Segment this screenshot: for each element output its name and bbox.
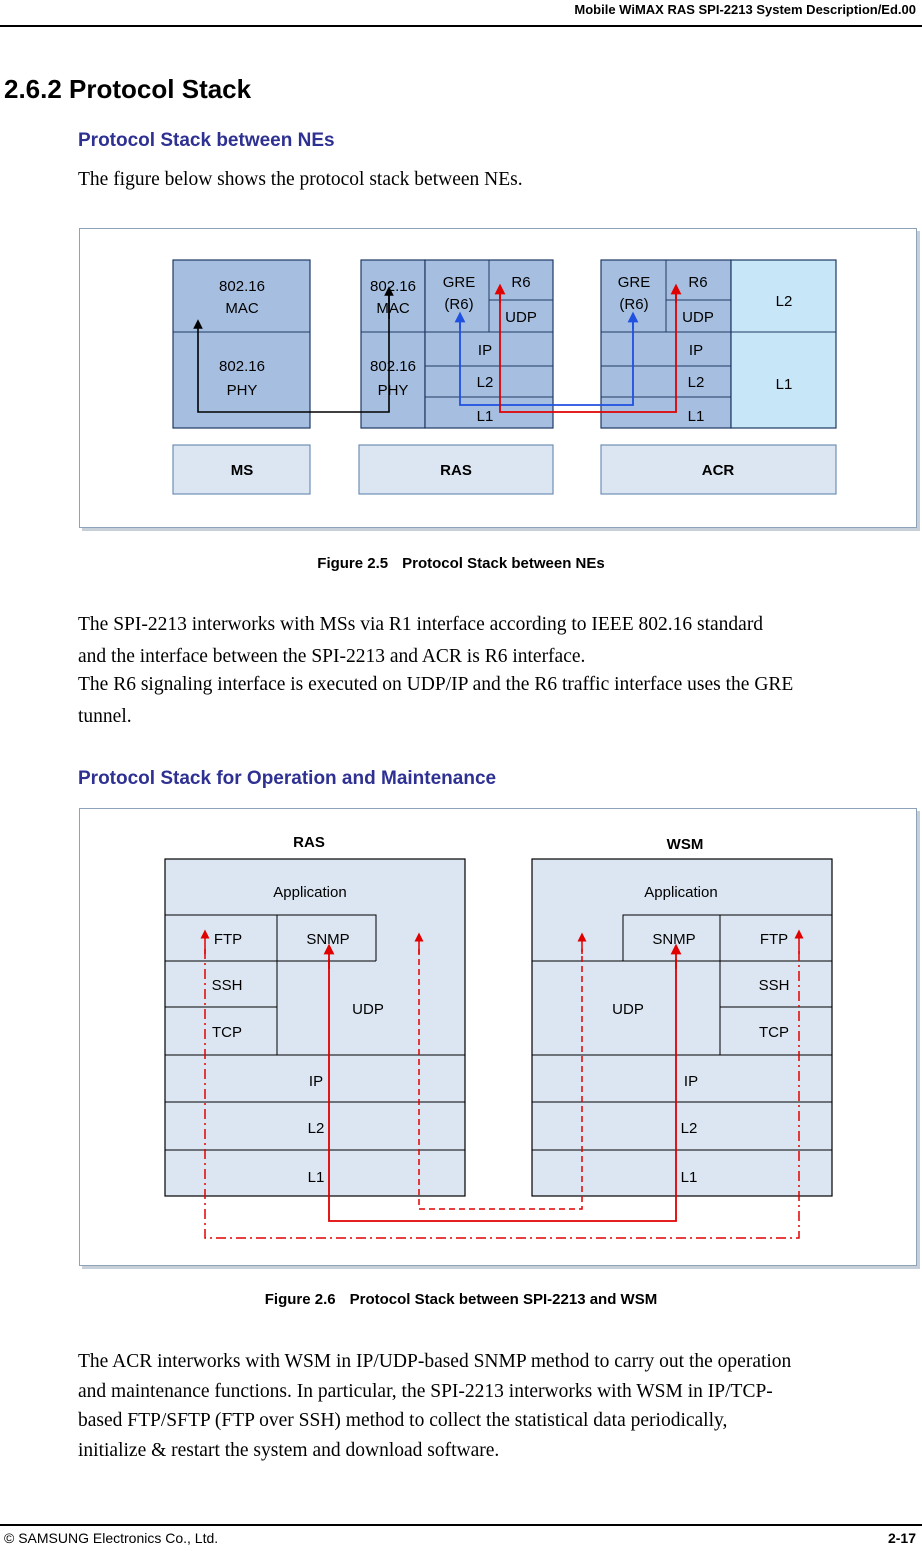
body-paragraph-2-line3: based FTP/SFTP (FTP over SSH) method to collect the statistical data periodically,	[78, 1410, 728, 1431]
acr-right-l2-label: L2	[775, 293, 793, 310]
ras-mac-line2: MAC	[376, 300, 410, 317]
om-ras-ip: IP	[308, 1073, 324, 1090]
footer-copyright: © SAMSUNG Electronics Co., Ltd.	[4, 1530, 219, 1546]
om-ras-stack	[165, 859, 465, 1196]
acr-right-l1-label: L1	[775, 376, 793, 393]
ras-r6-label: R6	[511, 274, 531, 291]
ms-phy-line2: PHY	[226, 382, 258, 399]
body-paragraph-2-line4: initialize & restart the system and download software.	[78, 1440, 500, 1461]
document-header-title: Mobile WiMAX RAS SPI-2213 System Description/Ed.00	[574, 2, 916, 17]
section-title: 2.6.2 Protocol Stack	[4, 74, 252, 104]
figure-2-6-caption	[0, 1291, 922, 1308]
om-ras-l2: L2	[307, 1120, 325, 1137]
body-paragraph-1-line4: tunnel.	[78, 706, 132, 727]
figure-protocol-stack-nes	[79, 228, 917, 528]
om-ras-ssh: SSH	[211, 977, 243, 994]
header-rule	[0, 25, 922, 27]
acr-l1-label: L1	[687, 408, 705, 425]
om-wsm-l1: L1	[680, 1169, 698, 1186]
figure-2-6-title: Protocol Stack between SPI-2213 and WSM	[349, 1291, 658, 1308]
ras-gre-line2: (R6)	[444, 296, 474, 313]
om-ras-stack-box	[165, 859, 465, 1196]
body-paragraph-2-line2: and maintenance functions. In particular, the SPI-2213 interworks with WSM in IP/TCP-	[78, 1381, 773, 1402]
subheading-operation-maintenance: Protocol Stack for Operation and Maintenance	[78, 768, 497, 789]
ras-gre-line1: GRE	[442, 274, 476, 291]
om-wsm-ip: IP	[683, 1073, 699, 1090]
acr-udp-label: UDP	[682, 309, 714, 326]
om-ras-udp: UDP	[352, 1001, 384, 1018]
acr-right-column	[731, 260, 836, 428]
om-wsm-tcp: TCP	[759, 1024, 789, 1041]
acr-node-label: ACR	[701, 462, 735, 479]
om-wsm-ssh: SSH	[758, 977, 790, 994]
ms-phy-line1: 802.16	[219, 358, 265, 375]
intro-paragraph: The figure below shows the protocol stack between NEs.	[78, 169, 523, 190]
body-paragraph-1-line1: The SPI-2213 interworks with MSs via R1 interface according to IEEE 802.16 standard	[78, 614, 764, 635]
om-ras-application: Application	[273, 884, 347, 901]
subheading-protocol-stack-between-nes: Protocol Stack between NEs	[78, 130, 335, 151]
om-wsm-ftp: FTP	[759, 931, 789, 948]
figure-2-5-diagram	[80, 229, 916, 527]
om-wsm-snmp: SNMP	[652, 931, 696, 948]
ras-node-label: RAS	[440, 462, 472, 479]
acr-r6-label: R6	[688, 274, 708, 291]
ms-mac-line1: 802.16	[219, 278, 265, 295]
om-wsm-l2: L2	[680, 1120, 698, 1137]
acr-ip-label: IP	[688, 342, 704, 359]
om-wsm-udp: UDP	[612, 1001, 644, 1018]
acr-gre-line2: (R6)	[619, 296, 649, 313]
ms-node-label: MS	[230, 462, 254, 479]
acr-l2-label: L2	[687, 374, 705, 391]
om-ras-l1: L1	[307, 1169, 325, 1186]
footer-page-number: 2-17	[887, 1530, 916, 1546]
ms-mac-line2: MAC	[225, 300, 259, 317]
om-wsm-stack	[532, 859, 832, 1196]
figure-2-6-diagram	[80, 809, 916, 1265]
ras-phy-line2: PHY	[377, 382, 409, 399]
ras-l1-label: L1	[476, 408, 494, 425]
figure-2-5-caption	[0, 555, 922, 572]
ras-ip-label: IP	[477, 342, 493, 359]
acr-gre-line1: GRE	[617, 274, 651, 291]
ras-l2-label: L2	[476, 374, 494, 391]
om-ras-ftp: FTP	[213, 931, 243, 948]
body-paragraph-1-line3: The R6 signaling interface is executed on UDP/IP and the R6 traffic interface uses the GRE	[78, 674, 794, 695]
ras-phy-line1: 802.16	[370, 358, 416, 375]
ms-stack	[173, 260, 310, 428]
footer-rule	[0, 1524, 922, 1526]
om-ras-tcp: TCP	[212, 1024, 242, 1041]
om-ras-snmp: SNMP	[306, 931, 350, 948]
acr-stack	[601, 260, 836, 428]
om-wsm-application: Application	[644, 884, 718, 901]
ras-udp-label: UDP	[505, 309, 537, 326]
figure-2-5-number: Figure 2.5	[317, 555, 389, 572]
om-wsm-title: WSM	[666, 836, 704, 853]
figure-2-5-title: Protocol Stack between NEs	[402, 555, 605, 572]
om-ras-title: RAS	[293, 834, 325, 851]
figure-om-protocol-stack	[79, 808, 917, 1266]
figure-2-6-number: Figure 2.6	[264, 1291, 336, 1308]
ras-mac-line1: 802.16	[370, 278, 416, 295]
body-paragraph-2-line1: The ACR interworks with WSM in IP/UDP-based SNMP method to carry out the operation	[78, 1351, 792, 1372]
body-paragraph-1-line2: and the interface between the SPI-2213 and ACR is R6 interface.	[78, 646, 586, 667]
